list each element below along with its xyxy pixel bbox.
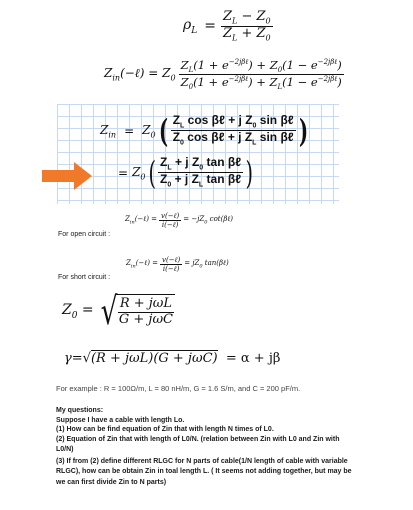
eq-open-circuit: $Z_{in}(-\ell)$ = $\frac{\text{v(−ℓ)}}{\text{i(−ℓ)}}$ = $-jZ_0$ cot(βℓ) — [125, 212, 234, 230]
rho-numerator: $Z_L - Z_0$ — [222, 9, 271, 26]
eq-zin-trig: $Z_{in}$ = $Z_0$ ( $\frac{Z_L \cos \beta\ell + j Z_0 \sin \beta\ell}{Z_0 \cos \beta\ell + j Z_L \sin \beta\ell}$ ) — [100, 111, 308, 150]
z0-fraction — [117, 294, 175, 328]
eq-zin-tan: = $Z_0$ ( $\frac{Z_L + j Z_0 \tan \beta\ell}{Z_0 + j Z_L \tan \beta\ell}$ ) — [118, 153, 254, 192]
zin-trig-fraction — [171, 114, 296, 148]
questions-intro: Suppose I have a cable with length Lo. — [56, 417, 185, 424]
eq-short-circuit: $Z_{in}(-\ell)$ = $\frac{\text{v(−ℓ)}}{\text{i(−ℓ)}}$ = $jZ_0$ tan(βℓ) — [126, 256, 229, 274]
rho-symbol: $\rho_L$ — [183, 16, 198, 36]
zin-trig-lhs: $Z_{in}$ — [100, 122, 117, 140]
question-1: (1) How can be find equation of Zin that with length N times of L0. — [56, 426, 274, 433]
question-3: (3) If from (2) define different RLGC for N parts of cable(1/N length of cable with variable RLGC), how can be obtain Zin in toal length L. ( It seems not adding together, but may be we can first divide Zin to N parts) — [56, 458, 352, 486]
questions-block — [56, 407, 356, 488]
eq-reflection-coefficient: $\rho_L$ = $\frac{Z_L - Z_0}{Z_L + Z_0}$ — [183, 9, 271, 43]
example-text: For example : R = 100Ω/m, L = 80 nH/m, G = 1.6 S/m, and C = 200 pF/m. — [56, 384, 301, 393]
zin-exp-numerator: $Z_L(1 + e^{-2j\beta\ell}) + Z_0(1 - e^{-2j\beta\ell})$ — [180, 57, 342, 75]
zin-tan-denominator: $Z_0 + j$ $Z_L$ tan βℓ — [159, 172, 242, 189]
rho-denominator: $Z_L + Z_0$ — [222, 25, 271, 43]
zin-trig-denominator: $Z_0$ cos βℓ + j $Z_L$ sin βℓ — [172, 130, 294, 147]
question-2: (2) Equation of Zin that with length of L0/N. (relation between Zin with L0 and Zin with L0/N) — [56, 436, 340, 454]
zin-tan-numerator: $Z_L + j$ $Z_0$ tan βℓ — [158, 156, 243, 173]
zin-exp-fraction — [179, 58, 344, 91]
zin-trig-numerator: $Z_L$ cos βℓ + j $Z_0$ sin βℓ — [171, 114, 296, 131]
short-circuit-label: For short circuit : — [58, 274, 111, 281]
eq-propagation-constant: γ=√(R + jωL)(G + jωC) = α + jβ — [64, 351, 281, 366]
eq-characteristic-impedance: $Z_0$ = √ $\frac{\text{R + jωL}}{\text{G + jωC}}$ — [62, 289, 173, 333]
zin-exp-denominator: $Z_0(1 + e^{-2j\beta\ell}) + Z_L(1 - e^{-2j\beta\ell})$ — [180, 75, 342, 92]
zin-tan-fraction — [158, 156, 243, 190]
z0-denominator: G + jωC — [118, 312, 173, 327]
zin-exp-lhs: $Z_{in}(-\ell) = Z_0$ — [104, 66, 176, 83]
rho-fraction — [221, 10, 273, 43]
questions-title: My questions: — [56, 407, 104, 414]
orange-arrow-icon — [42, 162, 92, 190]
open-circuit-label: For open circuit : — [58, 231, 111, 238]
z0-numerator: R + jωL — [119, 296, 173, 312]
eq-zin-exponential — [104, 58, 344, 91]
